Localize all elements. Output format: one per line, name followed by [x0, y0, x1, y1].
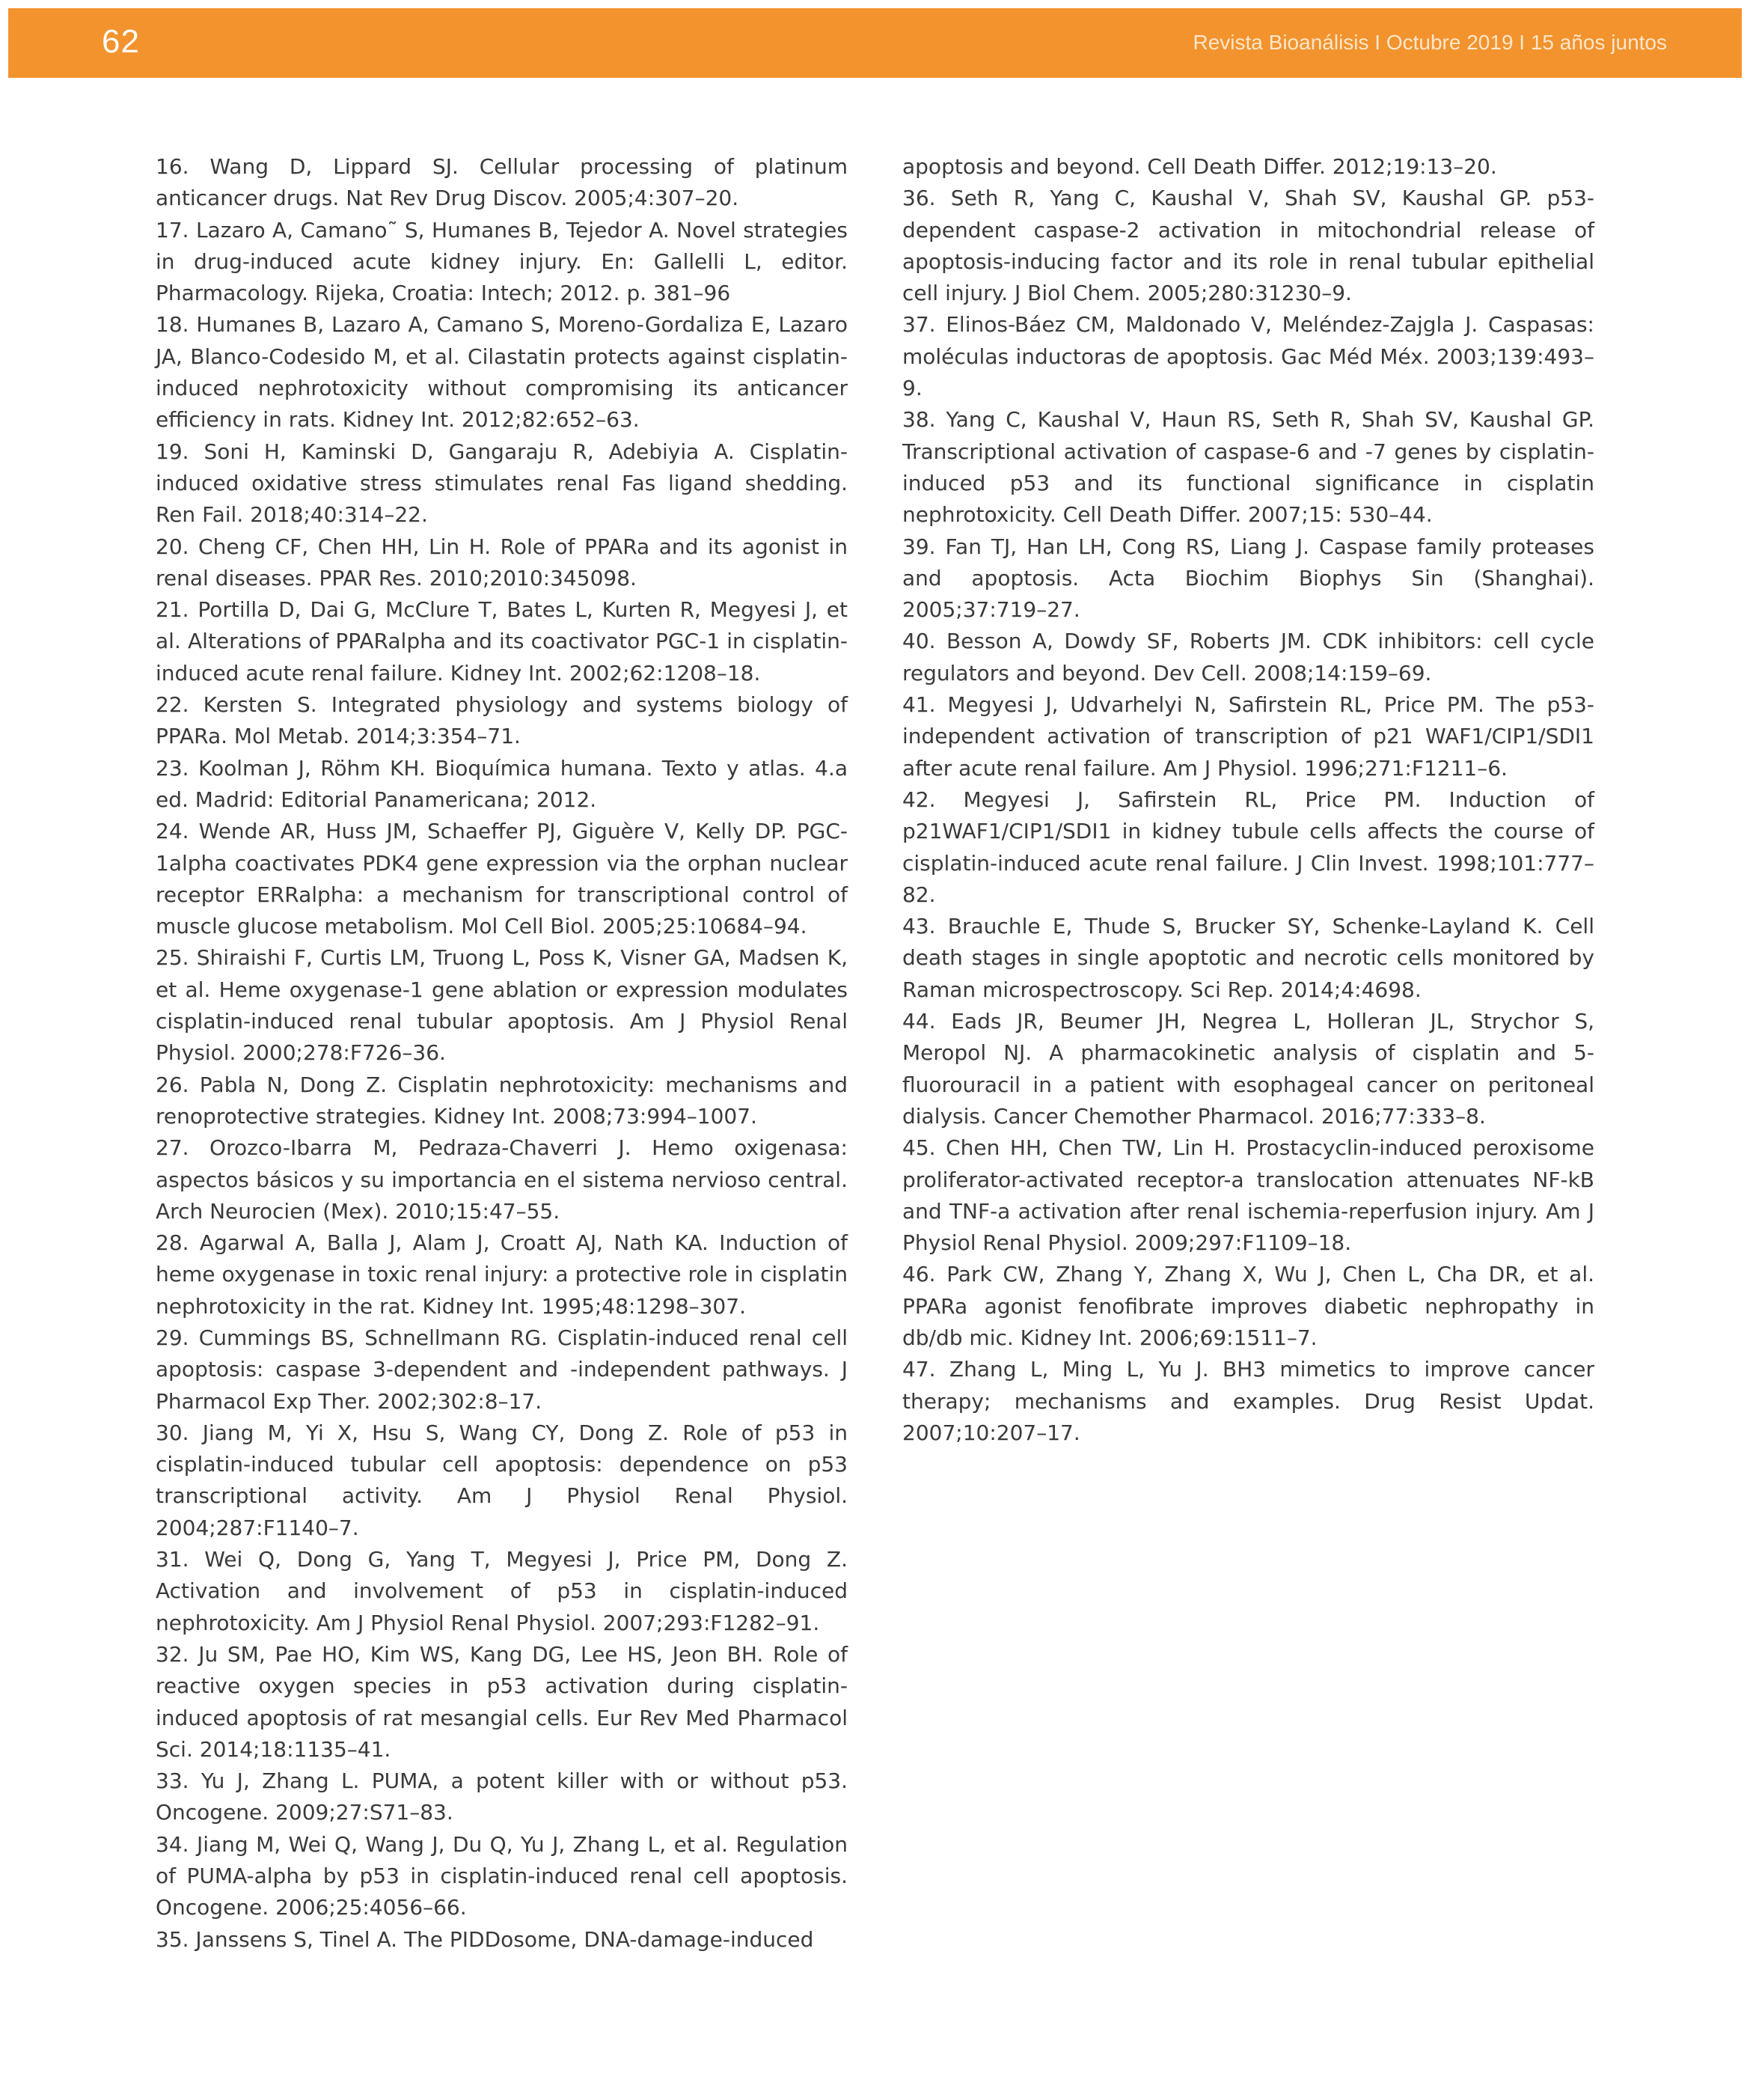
reference-30: 30. Jiang M, Yi X, Hsu S, Wang CY, Dong Z. Role of p53 in cisplatin-induced tubular cell apoptosis: dependence on p53 transcriptional activity. Am J Physiol Renal Physiol. 2004;287:F1140–7. — [156, 1420, 848, 1540]
reference-46: 46. Park CW, Zhang Y, Zhang X, Wu J, Chen L, Cha DR, et al. PPARa agonist fenofibrate improves diabetic nephropathy in db/db mic. Kidney Int. 2006;69:1511–7. — [902, 1262, 1594, 1350]
reference-47: 47. Zhang L, Ming L, Yu J. BH3 mimetics to improve cancer therapy; mechanisms and examples. Drug Resist Updat. 2007;10:207–17. — [902, 1357, 1594, 1445]
reference-19: 19. Soni H, Kaminski D, Gangaraju R, Adebiyia A. Cisplatin-induced oxidative stress stimulates renal Fas ligand shedding. Ren Fail. 2018;40:314–22. — [156, 439, 848, 528]
reference-39: 39. Fan TJ, Han LH, Cong RS, Liang J. Caspase family proteases and apoptosis. Acta Biochim Biophys Sin (Shanghai). 2005;37:719–27. — [902, 534, 1594, 623]
reference-40: 40. Besson A, Dowdy SF, Roberts JM. CDK inhibitors: cell cycle regulators and beyond. Dev Cell. 2008;14:159–69. — [902, 629, 1594, 686]
reference-43: 43. Brauchle E, Thude S, Brucker SY, Schenke-Layland K. Cell death stages in single apoptotic and necrotic cells monitored by Raman microspectroscopy. Sci Rep. 2014;4:4698. — [902, 914, 1594, 1002]
reference-31: 31. Wei Q, Dong G, Yang T, Megyesi J, Price PM, Dong Z. Activation and involvement of p53 in cisplatin-induced nephrotoxicity. Am J Physiol Renal Physiol. 2007;293:F1282–91. — [156, 1547, 848, 1635]
reference-42: 42. Megyesi J, Safirstein RL, Price PM. Induction of p21WAF1/CIP1/SDI1 in kidney tubule cells affects the course of cisplatin-induced acute renal failure. J Clin Invest. 1998;101:777–82. — [902, 787, 1594, 907]
reference-20: 20. Cheng CF, Chen HH, Lin H. Role of PPARa and its agonist in renal diseases. PPAR Res. 2010;2010:345098. — [156, 534, 848, 590]
reference-45: 45. Chen HH, Chen TW, Lin H. Prostacyclin-induced peroxisome proliferator-activated receptor-a translocation attenuates NF-kB and TNF-a activation after renal ischemia-reperfusion injury. Am J Physiol Renal Physiol. 2009;297:F1109–18. — [902, 1135, 1594, 1256]
references-right-column — [902, 151, 1594, 1449]
reference-24: 24. Wende AR, Huss JM, Schaeffer PJ, Giguère V, Kelly DP. PGC-1alpha coactivates PDK4 gene expression via the orphan nuclear receptor ERRalpha: a mechanism for transcriptional control of muscle glucose metabolism. Mol Cell Biol. 2005;25:10684–94. — [156, 819, 848, 939]
reference-27: 27. Orozco-Ibarra M, Pedraza-Chaverri J. Hemo oxigenasa: aspectos básicos y su importancia en el sistema nervioso central. Arch Neurocien (Mex). 2010;15:47–55. — [156, 1135, 848, 1224]
reference-33: 33. Yu J, Zhang L. PUMA, a potent killer with or without p53. Oncogene. 2009;27:S71–83. — [156, 1768, 848, 1825]
page-number: 62 — [102, 23, 140, 60]
reference-25: 25. Shiraishi F, Curtis LM, Truong L, Poss K, Visner GA, Madsen K, et al. Heme oxygenase-1 gene ablation or expression modulates cisplatin-induced renal tubular apoptosis. Am J Physiol Renal Physiol. 2000;278:F726–36. — [156, 945, 848, 1066]
reference-28: 28. Agarwal A, Balla J, Alam J, Croatt AJ, Nath KA. Induction of heme oxygenase in toxic renal injury: a protective role in cisplatin nephrotoxicity in the rat. Kidney Int. 1995;48:1298–307. — [156, 1230, 848, 1319]
reference-37: 37. Elinos-Báez CM, Maldonado V, Meléndez-Zajgla J. Caspasas: moléculas inductoras de apoptosis. Gac Méd Méx. 2003;139:493–9. — [902, 312, 1594, 401]
reference-32: 32. Ju SM, Pae HO, Kim WS, Kang DG, Lee HS, Jeon BH. Role of reactive oxygen species in p53 activation during cisplatin-induced apoptosis of rat mesangial cells. Eur Rev Med Pharmacol Sci. 2014;18:1135–41. — [156, 1641, 848, 1762]
references-left-column — [156, 151, 848, 1956]
reference-34: 34. Jiang M, Wei Q, Wang J, Du Q, Yu J, Zhang L, et al. Regulation of PUMA-alpha by p53 in cisplatin-induced renal cell apoptosis. Oncogene. 2006;25:4056–66. — [156, 1831, 848, 1920]
reference-18: 18. Humanes B, Lazaro A, Camano S, Moreno-Gordaliza E, Lazaro JA, Blanco-Codesido M, et al. Cilastatin protects against cisplatin-induced nephrotoxicity without compromising its anticancer efficiency in rats. Kidney Int. 2012;82:652–63. — [156, 312, 848, 433]
reference-26: 26. Pabla N, Dong Z. Cisplatin nephrotoxicity: mechanisms and renoprotective strategies. Kidney Int. 2008;73:994–1007. — [156, 1072, 848, 1129]
reference-16: 16. Wang D, Lippard SJ. Cellular processing of platinum anticancer drugs. Nat Rev Drug Discov. 2005;4:307–20. — [156, 154, 848, 211]
running-head: Revista Bioanálisis I Octubre 2019 I 15 años juntos — [1193, 31, 1667, 54]
reference-36: 36. Seth R, Yang C, Kaushal V, Shah SV, Kaushal GP. p53-dependent caspase-2 activation in mitochondrial release of apoptosis-inducing factor and its role in renal tubular epithelial cell injury. J Biol Chem. 2005;280:31230–9. — [902, 186, 1594, 306]
reference-41: 41. Megyesi J, Udvarhelyi N, Safirstein RL, Price PM. The p53-independent activation of transcription of p21 WAF1/CIP1/SDI1 after acute renal failure. Am J Physiol. 1996;271:F1211–6. — [902, 692, 1594, 781]
reference-35: 35. Janssens S, Tinel A. The PIDDosome, DNA-damage-induced — [156, 1926, 814, 1952]
reference-44: 44. Eads JR, Beumer JH, Negrea L, Holleran JL, Strychor S, Meropol NJ. A pharmacokinetic analysis of cisplatin and 5-fluorouracil in a patient with esophageal cancer on peritoneal dialysis. Cancer Chemother Pharmacol. 2016;77:333–8. — [902, 1009, 1594, 1129]
reference-29: 29. Cummings BS, Schnellmann RG. Cisplatin-induced renal cell apoptosis: caspase 3-dependent and -independent pathways. J Pharmacol Exp Ther. 2002;302:8–17. — [156, 1325, 848, 1414]
reference-23: 23. Koolman J, Röhm KH. Bioquímica humana. Texto y atlas. 4.a ed. Madrid: Editorial Panamericana; 2012. — [156, 755, 848, 812]
reference-35-continued: apoptosis and beyond. Cell Death Differ. 2012;19:13–20. — [902, 154, 1497, 179]
reference-38: 38. Yang C, Kaushal V, Haun RS, Seth R, Shah SV, Kaushal GP. Transcriptional activation of caspase-6 and -7 genes by cisplatin-induced p53 and its functional significance in cisplatin nephrotoxicity. Cell Death Differ. 2007;15: 530–44. — [902, 407, 1594, 528]
reference-21: 21. Portilla D, Dai G, McClure T, Bates L, Kurten R, Megyesi J, et al. Alterations of PPARalpha and its coactivator PGC-1 in cisplatin-induced acute renal failure. Kidney Int. 2002;62:1208–18. — [156, 597, 848, 686]
reference-22: 22. Kersten S. Integrated physiology and systems biology of PPARa. Mol Metab. 2014;3:354–71. — [156, 692, 848, 749]
header-bar — [8, 8, 1742, 78]
reference-17: 17. Lazaro A, Camano˜ S, Humanes B, Tejedor A. Novel strategies in drug-induced acute kidney injury. En: Gallelli L, editor. Pharmacology. Rijeka, Croatia: Intech; 2012. p. 381–96 — [156, 217, 848, 306]
